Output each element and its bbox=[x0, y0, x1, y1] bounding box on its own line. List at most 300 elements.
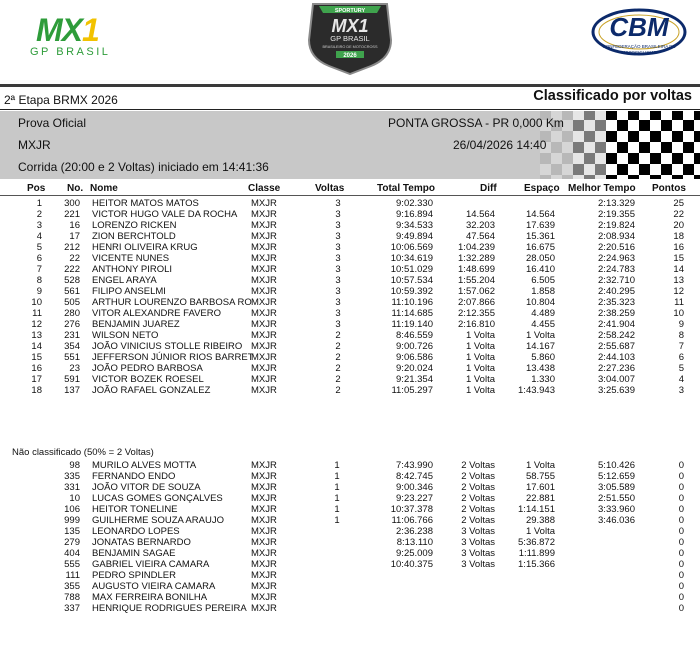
table-row bbox=[0, 537, 700, 548]
cell-nome: JOÃO VITOR DE SOUZA bbox=[92, 482, 201, 493]
cell-total: 10:34.619 bbox=[390, 253, 433, 264]
table-row bbox=[0, 220, 700, 231]
cell-voltas: 1 bbox=[334, 460, 340, 471]
cell-nome: HEITOR MATOS MATOS bbox=[92, 198, 199, 209]
cell-pontos: 0 bbox=[678, 548, 684, 559]
cell-classe: MXJR bbox=[251, 482, 277, 493]
table-row bbox=[0, 209, 700, 220]
cell-pontos: 7 bbox=[678, 341, 684, 352]
cell-diff: 2:12.355 bbox=[458, 308, 495, 319]
cell-no: 335 bbox=[64, 471, 80, 482]
cell-espaco: 16.410 bbox=[525, 264, 555, 275]
cell-classe: MXJR bbox=[251, 352, 277, 363]
cell-diff: 3 Voltas bbox=[461, 548, 495, 559]
cell-diff: 2 Voltas bbox=[461, 515, 495, 526]
cell-diff: 1 Volta bbox=[465, 385, 495, 396]
table-row bbox=[0, 493, 700, 504]
cell-no: 354 bbox=[64, 341, 80, 352]
cell-no: 591 bbox=[64, 374, 80, 385]
cell-nome: JEFFERSON JÚNIOR RIOS BARRET bbox=[92, 352, 254, 363]
cell-diff: 32.203 bbox=[465, 220, 495, 231]
date-label: 26/04/2026 14:40 bbox=[453, 138, 547, 152]
cell-classe: MXJR bbox=[251, 297, 277, 308]
cell-total: 10:57.534 bbox=[390, 275, 433, 286]
table-row bbox=[0, 374, 700, 385]
location-label: PONTA GROSSA - PR 0,000 Km bbox=[388, 116, 564, 130]
cell-pos: 4 bbox=[36, 231, 42, 242]
cell-pontos: 12 bbox=[673, 286, 684, 297]
cell-melhor: 2:24.783 bbox=[598, 264, 635, 275]
cell-total: 11:14.685 bbox=[391, 308, 433, 319]
table-row bbox=[0, 264, 700, 275]
col-espaco: Espaço bbox=[524, 183, 560, 194]
cell-classe: MXJR bbox=[251, 592, 277, 603]
cell-espaco: 1:43.943 bbox=[518, 385, 555, 396]
cell-total: 11:10.196 bbox=[391, 297, 433, 308]
cell-no: 212 bbox=[64, 242, 80, 253]
cell-pontos: 13 bbox=[673, 275, 684, 286]
etapa-title: 2ª Etapa BRMX 2026 bbox=[4, 93, 118, 107]
cell-classe: MXJR bbox=[251, 198, 277, 209]
cell-nome: BENJAMIN JUAREZ bbox=[92, 319, 180, 330]
cell-melhor: 2:38.259 bbox=[598, 308, 635, 319]
mx1-gp-brasil-logo: MX1 GP BRASIL bbox=[30, 12, 111, 58]
cell-diff: 14.564 bbox=[465, 209, 495, 220]
cell-espaco: 4.455 bbox=[531, 319, 555, 330]
cell-nome: MURILO ALVES MOTTA bbox=[92, 460, 197, 471]
cell-diff: 1 Volta bbox=[465, 374, 495, 385]
cell-classe: MXJR bbox=[251, 253, 277, 264]
table-row bbox=[0, 363, 700, 374]
cell-nome: ARTHUR LOURENZO BARBOSA RO bbox=[92, 297, 252, 308]
cell-nome: HEITOR TONELINE bbox=[92, 504, 178, 515]
cell-pontos: 6 bbox=[678, 352, 684, 363]
race-info-panel bbox=[0, 111, 700, 179]
table-row bbox=[0, 504, 700, 515]
cell-nome: LORENZO RICKEN bbox=[92, 220, 177, 231]
table-row bbox=[0, 231, 700, 242]
cell-pos: 13 bbox=[31, 330, 42, 341]
cell-pos: 18 bbox=[31, 385, 42, 396]
cell-espaco: 17.601 bbox=[525, 482, 555, 493]
cell-espaco: 13.438 bbox=[525, 363, 555, 374]
cell-pontos: 0 bbox=[678, 581, 684, 592]
cell-diff: 1:32.289 bbox=[458, 253, 495, 264]
svg-text:BRASILEIRO DE MOTOCROSS: BRASILEIRO DE MOTOCROSS bbox=[322, 45, 378, 49]
cell-classe: MXJR bbox=[251, 220, 277, 231]
cell-total: 9:06.586 bbox=[396, 352, 433, 363]
cell-no: 106 bbox=[64, 504, 80, 515]
cell-no: 135 bbox=[64, 526, 80, 537]
cell-pos: 9 bbox=[36, 286, 42, 297]
cell-no: 999 bbox=[64, 515, 80, 526]
cell-classe: MXJR bbox=[251, 537, 277, 548]
cell-pos: 3 bbox=[36, 220, 42, 231]
cell-diff: 2:07.866 bbox=[458, 297, 495, 308]
cell-pontos: 15 bbox=[673, 253, 684, 264]
cell-voltas: 3 bbox=[335, 220, 341, 231]
table-row bbox=[0, 308, 700, 319]
cell-voltas: 3 bbox=[335, 209, 341, 220]
cell-pontos: 18 bbox=[673, 231, 684, 242]
cell-total: 11:05.297 bbox=[391, 385, 433, 396]
cell-total: 10:37.378 bbox=[390, 504, 433, 515]
cell-classe: MXJR bbox=[251, 526, 277, 537]
col-nome: Nome bbox=[90, 183, 118, 194]
cell-no: 98 bbox=[69, 460, 80, 471]
cell-classe: MXJR bbox=[251, 460, 277, 471]
logos-header bbox=[0, 0, 700, 80]
table-row bbox=[0, 471, 700, 482]
cell-espaco: 14.167 bbox=[525, 341, 555, 352]
cell-no: 555 bbox=[64, 559, 80, 570]
col-diff: Diff bbox=[480, 183, 497, 194]
cell-no: 221 bbox=[64, 209, 80, 220]
cell-nome: FILIPO ANSELMI bbox=[92, 286, 166, 297]
cell-diff: 1 Volta bbox=[465, 341, 495, 352]
cell-classe: MXJR bbox=[251, 504, 277, 515]
cell-classe: MXJR bbox=[251, 603, 277, 614]
cell-no: 22 bbox=[69, 253, 80, 264]
cell-total: 10:06.569 bbox=[390, 242, 433, 253]
cell-no: 17 bbox=[69, 231, 80, 242]
table-row bbox=[0, 242, 700, 253]
cell-nome: VITOR ALEXANDRE FAVERO bbox=[92, 308, 221, 319]
cell-nome: HENRI OLIVEIRA KRUG bbox=[92, 242, 198, 253]
cell-total: 10:40.375 bbox=[390, 559, 433, 570]
svg-text:2026: 2026 bbox=[343, 53, 357, 59]
cell-pontos: 14 bbox=[673, 264, 684, 275]
cell-diff: 1:55.204 bbox=[458, 275, 495, 286]
cell-total: 9:00.726 bbox=[396, 341, 433, 352]
checkered-flag-pattern bbox=[540, 111, 700, 179]
cell-pos: 16 bbox=[31, 363, 42, 374]
cell-total: 8:13.110 bbox=[396, 537, 433, 548]
cell-classe: MXJR bbox=[251, 374, 277, 385]
cell-pontos: 0 bbox=[678, 482, 684, 493]
cell-no: 231 bbox=[64, 330, 80, 341]
cell-no: 222 bbox=[64, 264, 80, 275]
cell-pontos: 0 bbox=[678, 592, 684, 603]
cell-pos: 14 bbox=[31, 341, 42, 352]
table-row bbox=[0, 385, 700, 396]
cell-total: 9:02.330 bbox=[396, 198, 433, 209]
cell-pontos: 22 bbox=[673, 209, 684, 220]
cell-pontos: 0 bbox=[678, 526, 684, 537]
cell-voltas: 2 bbox=[335, 330, 341, 341]
col-voltas: Voltas bbox=[315, 183, 345, 194]
table-row bbox=[0, 515, 700, 526]
cell-nome: GABRIEL VIEIRA CAMARA bbox=[92, 559, 210, 570]
cell-pontos: 5 bbox=[678, 363, 684, 374]
cell-classe: MXJR bbox=[251, 286, 277, 297]
cell-no: 337 bbox=[64, 603, 80, 614]
cell-no: 16 bbox=[69, 220, 80, 231]
cell-pontos: 9 bbox=[678, 319, 684, 330]
cell-diff: 2 Voltas bbox=[461, 471, 495, 482]
cell-total: 10:51.029 bbox=[390, 264, 433, 275]
cell-pos: 17 bbox=[31, 374, 42, 385]
cell-nome: ANTHONY PIROLI bbox=[92, 264, 173, 275]
cell-no: 23 bbox=[69, 363, 80, 374]
cell-nome: JOÃO PEDRO BARBOSA bbox=[92, 363, 203, 374]
cell-melhor: 5:12.659 bbox=[598, 471, 635, 482]
cell-total: 9:20.024 bbox=[396, 363, 433, 374]
cell-espaco: 1:15.366 bbox=[518, 559, 555, 570]
cell-melhor: 2:20.516 bbox=[598, 242, 635, 253]
cell-melhor: 2:40.295 bbox=[598, 286, 635, 297]
cell-nome: AUGUSTO VIEIRA CAMARA bbox=[92, 581, 216, 592]
title-bar bbox=[0, 88, 700, 110]
cell-melhor: 2:35.323 bbox=[598, 297, 635, 308]
cell-classe: MXJR bbox=[251, 385, 277, 396]
cell-melhor: 2:19.824 bbox=[598, 220, 635, 231]
cell-classe: MXJR bbox=[251, 559, 277, 570]
cell-melhor: 5:10.426 bbox=[598, 460, 635, 471]
cell-no: 561 bbox=[64, 286, 80, 297]
svg-text:GP BRASIL: GP BRASIL bbox=[330, 34, 370, 43]
col-classe: Classe bbox=[248, 183, 281, 194]
classified-results bbox=[0, 198, 700, 396]
cell-nome: VICTOR HUGO VALE DA ROCHA bbox=[92, 209, 238, 220]
cell-total: 9:49.894 bbox=[396, 231, 433, 242]
cell-pos: 2 bbox=[36, 209, 42, 220]
cell-pos: 7 bbox=[36, 264, 42, 275]
cell-diff: 3 Voltas bbox=[461, 537, 495, 548]
cell-pontos: 0 bbox=[678, 537, 684, 548]
cell-pos: 1 bbox=[36, 198, 42, 209]
cell-espaco: 1:11.899 bbox=[518, 548, 555, 559]
cell-total: 9:23.227 bbox=[396, 493, 433, 504]
cell-espaco: 58.755 bbox=[525, 471, 555, 482]
not-classified-label: Não classificado (50% = 2 Voltas) bbox=[12, 447, 154, 458]
cell-espaco: 16.675 bbox=[525, 242, 555, 253]
cell-voltas: 3 bbox=[335, 275, 341, 286]
cell-classe: MXJR bbox=[251, 471, 277, 482]
cell-pontos: 0 bbox=[678, 493, 684, 504]
cell-classe: MXJR bbox=[251, 242, 277, 253]
cell-melhor: 2:32.710 bbox=[598, 275, 635, 286]
results-table-header bbox=[0, 182, 700, 196]
mx1-logo-subtitle: GP BRASIL bbox=[30, 46, 111, 58]
cbm-logo: CBM CONFEDERAÇÃO BRASILEIRA DE MOTOCICLISMO bbox=[590, 8, 688, 60]
cell-pontos: 20 bbox=[673, 220, 684, 231]
cell-melhor: 2:51.550 bbox=[598, 493, 635, 504]
table-row bbox=[0, 286, 700, 297]
cell-no: 355 bbox=[64, 581, 80, 592]
cell-espaco: 1 Volta bbox=[525, 460, 555, 471]
cell-nome: VICENTE NUNES bbox=[92, 253, 170, 264]
cell-total: 8:46.559 bbox=[396, 330, 433, 341]
cell-espaco: 1 Volta bbox=[525, 526, 555, 537]
cell-pos: 6 bbox=[36, 253, 42, 264]
cell-diff: 1 Volta bbox=[465, 330, 495, 341]
cell-voltas: 1 bbox=[334, 482, 340, 493]
cell-melhor: 2:24.963 bbox=[598, 253, 635, 264]
cell-classe: MXJR bbox=[251, 275, 277, 286]
cell-melhor: 3:25.639 bbox=[598, 385, 635, 396]
cell-no: 300 bbox=[64, 198, 80, 209]
cell-melhor: 2:55.687 bbox=[598, 341, 635, 352]
cell-espaco: 5:36.872 bbox=[518, 537, 555, 548]
cell-pontos: 0 bbox=[678, 504, 684, 515]
cell-nome: FERNANDO ENDO bbox=[92, 471, 176, 482]
cell-classe: MXJR bbox=[251, 581, 277, 592]
cell-classe: MXJR bbox=[251, 264, 277, 275]
cell-total: 9:21.354 bbox=[396, 374, 433, 385]
col-no: No. bbox=[67, 183, 84, 194]
cell-no: 528 bbox=[64, 275, 80, 286]
cell-no: 276 bbox=[64, 319, 80, 330]
cell-pontos: 0 bbox=[678, 603, 684, 614]
cell-pos: 8 bbox=[36, 275, 42, 286]
cell-voltas: 3 bbox=[335, 286, 341, 297]
cell-diff: 3 Voltas bbox=[461, 526, 495, 537]
cell-espaco: 14.564 bbox=[525, 209, 555, 220]
cell-classe: MXJR bbox=[251, 363, 277, 374]
cell-diff: 47.564 bbox=[465, 231, 495, 242]
cell-nome: VICTOR BOZEK ROESEL bbox=[92, 374, 204, 385]
table-row bbox=[0, 319, 700, 330]
cell-voltas: 3 bbox=[335, 253, 341, 264]
col-melhor-tempo: Melhor Tempo bbox=[568, 183, 636, 194]
cell-pontos: 4 bbox=[678, 374, 684, 385]
cell-pos: 10 bbox=[31, 297, 42, 308]
cell-nome: WILSON NETO bbox=[92, 330, 159, 341]
cell-melhor: 2:13.329 bbox=[598, 198, 635, 209]
table-row bbox=[0, 253, 700, 264]
table-row bbox=[0, 352, 700, 363]
cell-espaco: 1 Volta bbox=[525, 330, 555, 341]
cell-pontos: 0 bbox=[678, 460, 684, 471]
cell-nome: JOÃO RAFAEL GONZALEZ bbox=[92, 385, 211, 396]
cell-nome: LEONARDO LOPES bbox=[92, 526, 180, 537]
cell-no: 404 bbox=[64, 548, 80, 559]
cell-voltas: 1 bbox=[334, 515, 340, 526]
col-total-tempo: Total Tempo bbox=[377, 183, 435, 194]
mx1-championship-badge bbox=[305, 0, 395, 75]
cell-diff: 2:16.810 bbox=[458, 319, 495, 330]
cell-pontos: 0 bbox=[678, 515, 684, 526]
cell-diff: 1:57.062 bbox=[458, 286, 495, 297]
cell-pos: 15 bbox=[31, 352, 42, 363]
cell-pos: 5 bbox=[36, 242, 42, 253]
cell-voltas: 3 bbox=[335, 319, 341, 330]
cell-classe: MXJR bbox=[251, 548, 277, 559]
cell-voltas: 3 bbox=[335, 242, 341, 253]
cell-melhor: 3:33.960 bbox=[598, 504, 635, 515]
cell-melhor: 2:19.355 bbox=[598, 209, 635, 220]
svg-text:MX1: MX1 bbox=[331, 16, 369, 36]
cell-total: 9:25.009 bbox=[396, 548, 433, 559]
table-row bbox=[0, 275, 700, 286]
cell-espaco: 28.050 bbox=[525, 253, 555, 264]
cell-melhor: 2:44.103 bbox=[598, 352, 635, 363]
cell-diff: 2 Voltas bbox=[461, 482, 495, 493]
table-row bbox=[0, 330, 700, 341]
cell-espaco: 10.804 bbox=[525, 297, 555, 308]
table-row bbox=[0, 570, 700, 581]
not-classified-results bbox=[0, 460, 700, 614]
cell-nome: ENGEL ARAYA bbox=[92, 275, 157, 286]
cell-total: 9:00.346 bbox=[396, 482, 433, 493]
cell-total: 2:36.238 bbox=[396, 526, 433, 537]
cell-pos: 12 bbox=[31, 319, 42, 330]
cell-no: 111 bbox=[65, 570, 80, 581]
table-row bbox=[0, 526, 700, 537]
cell-diff: 1 Volta bbox=[465, 363, 495, 374]
table-row bbox=[0, 198, 700, 209]
cell-pontos: 3 bbox=[678, 385, 684, 396]
cell-nome: JOÃO VINICIUS STOLLE RIBEIRO bbox=[92, 341, 243, 352]
cell-total: 11:06.766 bbox=[391, 515, 433, 526]
cell-total: 9:16.894 bbox=[396, 209, 433, 220]
cell-pontos: 16 bbox=[673, 242, 684, 253]
cell-espaco: 15.361 bbox=[525, 231, 555, 242]
cell-nome: GUILHERME SOUZA ARAUJO bbox=[92, 515, 224, 526]
cell-classe: MXJR bbox=[251, 515, 277, 526]
cell-diff: 1 Volta bbox=[465, 352, 495, 363]
cell-nome: ZION BERCHTOLD bbox=[92, 231, 176, 242]
cell-voltas: 2 bbox=[335, 352, 341, 363]
cell-voltas: 1 bbox=[334, 471, 340, 482]
cell-diff: 2 Voltas bbox=[461, 504, 495, 515]
cell-nome: PEDRO SPINDLER bbox=[92, 570, 176, 581]
cell-melhor: 2:58.242 bbox=[598, 330, 635, 341]
table-row bbox=[0, 603, 700, 614]
table-row bbox=[0, 592, 700, 603]
classification-title: Classificado por voltas bbox=[533, 88, 692, 104]
cell-espaco: 29.388 bbox=[525, 515, 555, 526]
cell-pontos: 0 bbox=[678, 471, 684, 482]
cell-espaco: 1.858 bbox=[531, 286, 555, 297]
cell-espaco: 17.639 bbox=[525, 220, 555, 231]
cell-espaco: 5.860 bbox=[531, 352, 555, 363]
cell-total: 7:43.990 bbox=[396, 460, 433, 471]
cell-diff: 1:04.239 bbox=[458, 242, 495, 253]
cell-voltas: 3 bbox=[335, 231, 341, 242]
cell-voltas: 2 bbox=[335, 385, 341, 396]
cell-classe: MXJR bbox=[251, 209, 277, 220]
cell-nome: HENRIQUE RODRIGUES PEREIRA bbox=[92, 603, 247, 614]
cell-pos: 11 bbox=[32, 308, 42, 319]
cell-espaco: 22.881 bbox=[525, 493, 555, 504]
cell-total: 8:42.745 bbox=[396, 471, 433, 482]
cell-melhor: 2:41.904 bbox=[598, 319, 635, 330]
cell-voltas: 2 bbox=[335, 363, 341, 374]
table-row bbox=[0, 548, 700, 559]
cell-classe: MXJR bbox=[251, 231, 277, 242]
cell-espaco: 1:14.151 bbox=[518, 504, 555, 515]
cell-nome: MAX FERREIRA BONILHA bbox=[92, 592, 208, 603]
cell-melhor: 3:04.007 bbox=[598, 374, 635, 385]
cell-pontos: 8 bbox=[678, 330, 684, 341]
table-row bbox=[0, 482, 700, 493]
table-row bbox=[0, 460, 700, 471]
cell-total: 11:19.140 bbox=[391, 319, 433, 330]
cell-melhor: 3:46.036 bbox=[598, 515, 635, 526]
cell-diff: 3 Voltas bbox=[461, 559, 495, 570]
cell-melhor: 3:05.589 bbox=[598, 482, 635, 493]
cell-voltas: 3 bbox=[335, 198, 341, 209]
cell-voltas: 2 bbox=[335, 374, 341, 385]
cell-voltas: 2 bbox=[335, 341, 341, 352]
cell-pontos: 11 bbox=[674, 297, 684, 308]
prova-label: Prova Oficial bbox=[18, 116, 87, 130]
cell-pontos: 10 bbox=[673, 308, 684, 319]
cell-espaco: 4.489 bbox=[531, 308, 555, 319]
cell-no: 551 bbox=[64, 352, 80, 363]
